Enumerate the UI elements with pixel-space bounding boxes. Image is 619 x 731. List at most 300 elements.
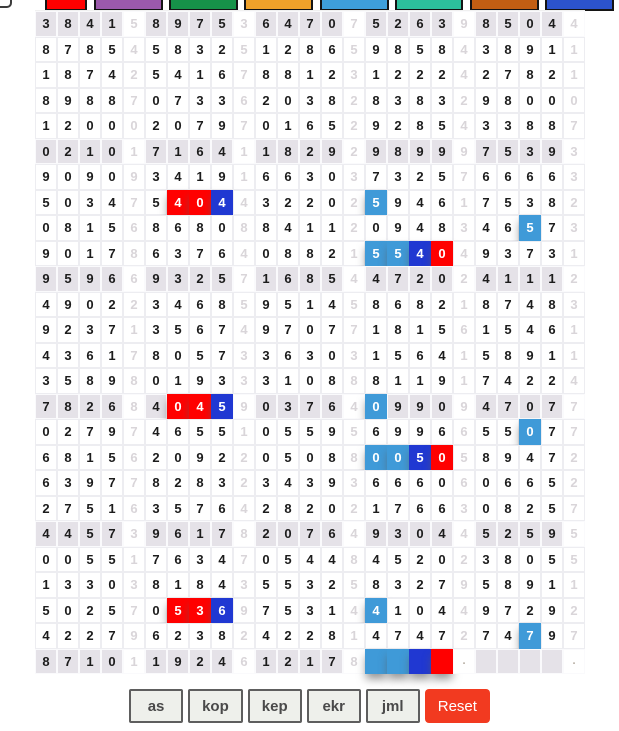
digit-cell[interactable]: 5	[387, 241, 409, 267]
digit-cell[interactable]: 0	[255, 241, 277, 267]
digit-cell[interactable]: 9	[519, 572, 541, 598]
digit-cell[interactable]: 5	[189, 343, 211, 369]
digit-cell[interactable]: 3	[167, 266, 189, 292]
digit-cell[interactable]: 5	[211, 419, 233, 445]
digit-cell[interactable]: 4	[35, 521, 57, 547]
digit-cell[interactable]: 4	[145, 419, 167, 445]
digit-cell[interactable]: 9	[79, 470, 101, 496]
digit-cell[interactable]: 4	[277, 215, 299, 241]
digit-cell[interactable]: 4	[431, 598, 453, 624]
digit-cell[interactable]: 7	[211, 343, 233, 369]
digit-cell[interactable]: 5	[145, 37, 167, 63]
digit-cell[interactable]: 7	[475, 623, 497, 649]
digit-cell[interactable]: 1	[189, 521, 211, 547]
digit-cell[interactable]: 1	[189, 164, 211, 190]
digit-cell[interactable]: 6	[211, 598, 233, 624]
digit-cell[interactable]: 9	[79, 164, 101, 190]
digit-cell[interactable]: 7	[57, 649, 79, 675]
digit-cell[interactable]: 7	[189, 496, 211, 522]
digit-cell[interactable]: 8	[57, 445, 79, 471]
digit-cell[interactable]: 5	[365, 190, 387, 216]
digit-cell[interactable]: 5	[277, 445, 299, 471]
digit-cell[interactable]: 9	[431, 368, 453, 394]
digit-cell[interactable]: 7	[475, 368, 497, 394]
digit-cell[interactable]: 8	[321, 88, 343, 114]
digit-cell[interactable]: 5	[57, 266, 79, 292]
digit-cell[interactable]: 9	[365, 113, 387, 139]
digit-cell[interactable]: 4	[167, 164, 189, 190]
digit-cell[interactable]: 8	[299, 266, 321, 292]
digit-cell[interactable]: 3	[79, 190, 101, 216]
digit-cell[interactable]: 9	[35, 317, 57, 343]
digit-cell[interactable]: 3	[475, 37, 497, 63]
digit-cell[interactable]: 9	[167, 649, 189, 675]
digit-cell[interactable]: 5	[79, 521, 101, 547]
digit-cell[interactable]: 3	[299, 470, 321, 496]
digit-cell[interactable]: 2	[277, 623, 299, 649]
digit-cell[interactable]: 3	[211, 470, 233, 496]
digit-cell[interactable]: 7	[79, 62, 101, 88]
digit-cell[interactable]: 6	[277, 266, 299, 292]
digit-cell[interactable]: 7	[497, 598, 519, 624]
digit-cell[interactable]: 8	[519, 62, 541, 88]
digit-cell[interactable]: 6	[101, 394, 123, 420]
digit-cell[interactable]: 4	[497, 368, 519, 394]
digit-cell[interactable]: 8	[145, 572, 167, 598]
digit-cell[interactable]: 6	[519, 470, 541, 496]
digit-cell[interactable]: 4	[365, 623, 387, 649]
digit-cell[interactable]: 0	[35, 547, 57, 573]
digit-cell[interactable]: 9	[365, 37, 387, 63]
digit-cell[interactable]: 6	[189, 317, 211, 343]
digit-cell[interactable]: 6	[431, 419, 453, 445]
digit-cell[interactable]: 5	[101, 598, 123, 624]
kop-button[interactable]: kop	[188, 689, 243, 723]
digit-cell[interactable]: 5	[365, 11, 387, 37]
digit-cell[interactable]: 4	[167, 62, 189, 88]
digit-cell[interactable]: 6	[277, 343, 299, 369]
digit-cell[interactable]: 8	[541, 292, 563, 318]
digit-cell[interactable]: 0	[321, 343, 343, 369]
digit-cell[interactable]: 5	[519, 215, 541, 241]
digit-cell[interactable]: 8	[541, 113, 563, 139]
digit-cell[interactable]: 3	[387, 521, 409, 547]
digit-cell[interactable]: 2	[79, 394, 101, 420]
digit-cell[interactable]: 1	[167, 139, 189, 165]
digit-cell[interactable]: 6	[145, 623, 167, 649]
jml-button[interactable]: jml	[366, 689, 420, 723]
digit-cell[interactable]: 3	[387, 572, 409, 598]
digit-cell[interactable]: 5	[57, 368, 79, 394]
digit-cell[interactable]: 3	[79, 317, 101, 343]
digit-cell[interactable]: 1	[189, 62, 211, 88]
digit-cell[interactable]: 1	[101, 496, 123, 522]
digit-cell[interactable]: 7	[365, 164, 387, 190]
digit-cell[interactable]: 8	[57, 11, 79, 37]
digit-cell[interactable]: 0	[255, 113, 277, 139]
digit-cell[interactable]: 7	[145, 139, 167, 165]
digit-cell[interactable]: 1	[145, 649, 167, 675]
digit-cell[interactable]: 2	[321, 62, 343, 88]
digit-cell[interactable]: 8	[299, 241, 321, 267]
digit-cell[interactable]: 8	[475, 445, 497, 471]
digit-cell[interactable]: 3	[475, 547, 497, 573]
digit-cell[interactable]: 0	[167, 394, 189, 420]
digit-cell[interactable]: 8	[35, 37, 57, 63]
digit-cell[interactable]: 7	[497, 62, 519, 88]
digit-cell[interactable]: 1	[409, 317, 431, 343]
digit-cell[interactable]: 4	[475, 266, 497, 292]
digit-cell[interactable]: 5	[497, 317, 519, 343]
digit-cell[interactable]: 0	[409, 598, 431, 624]
digit-cell[interactable]: 2	[79, 598, 101, 624]
digit-cell[interactable]: 1	[255, 266, 277, 292]
digit-cell[interactable]: 5	[409, 37, 431, 63]
digit-cell[interactable]: 3	[211, 368, 233, 394]
digit-cell[interactable]: 9	[475, 241, 497, 267]
digit-cell[interactable]: 4	[409, 241, 431, 267]
digit-cell[interactable]	[519, 649, 541, 675]
as-button[interactable]: as	[129, 689, 183, 723]
digit-cell[interactable]: 6	[35, 470, 57, 496]
digit-cell[interactable]: 6	[365, 470, 387, 496]
digit-cell[interactable]: 8	[519, 113, 541, 139]
digit-cell[interactable]: 1	[365, 496, 387, 522]
digit-cell[interactable]: 0	[321, 164, 343, 190]
digit-cell[interactable]: 2	[321, 572, 343, 598]
digit-cell[interactable]: 5	[277, 572, 299, 598]
digit-cell[interactable]: 3	[189, 547, 211, 573]
digit-cell[interactable]: 6	[255, 164, 277, 190]
digit-cell[interactable]: 3	[277, 394, 299, 420]
digit-cell[interactable]: 1	[299, 62, 321, 88]
digit-cell[interactable]: 8	[409, 88, 431, 114]
digit-cell[interactable]: 7	[57, 496, 79, 522]
digit-cell[interactable]: 0	[321, 496, 343, 522]
digit-cell[interactable]: 0	[365, 445, 387, 471]
digit-cell[interactable]: 6	[167, 215, 189, 241]
digit-cell[interactable]: 7	[101, 317, 123, 343]
digit-cell[interactable]: 4	[321, 292, 343, 318]
digit-cell[interactable]: 8	[497, 88, 519, 114]
digit-cell[interactable]: 5	[475, 521, 497, 547]
digit-cell[interactable]: 2	[387, 11, 409, 37]
digit-cell[interactable]: 9	[189, 445, 211, 471]
digit-cell[interactable]: 4	[145, 394, 167, 420]
digit-cell[interactable]: 8	[497, 547, 519, 573]
digit-cell[interactable]: 5	[431, 317, 453, 343]
digit-cell[interactable]: 7	[387, 266, 409, 292]
digit-cell[interactable]: 8	[387, 37, 409, 63]
digit-cell[interactable]	[365, 649, 387, 675]
digit-cell[interactable]: 5	[145, 190, 167, 216]
digit-cell[interactable]: 7	[299, 11, 321, 37]
digit-cell[interactable]: 8	[321, 368, 343, 394]
digit-cell[interactable]: 8	[409, 113, 431, 139]
digit-cell[interactable]: 4	[519, 292, 541, 318]
digit-cell[interactable]: 8	[365, 368, 387, 394]
digit-cell[interactable]: 3	[497, 241, 519, 267]
digit-cell[interactable]: 0	[519, 11, 541, 37]
digit-cell[interactable]: 0	[387, 445, 409, 471]
digit-cell[interactable]: 3	[189, 598, 211, 624]
digit-cell[interactable]: 6	[541, 164, 563, 190]
digit-cell[interactable]: 4	[211, 139, 233, 165]
digit-cell[interactable]: 1	[365, 62, 387, 88]
digit-cell[interactable]: 2	[57, 113, 79, 139]
digit-cell[interactable]: 2	[409, 62, 431, 88]
digit-cell[interactable]: 9	[321, 139, 343, 165]
digit-cell[interactable]: 0	[431, 445, 453, 471]
digit-cell[interactable]: 9	[409, 139, 431, 165]
digit-cell[interactable]: 2	[255, 521, 277, 547]
digit-cell[interactable]: 3	[299, 88, 321, 114]
digit-cell[interactable]: 1	[299, 292, 321, 318]
digit-cell[interactable]: 0	[321, 11, 343, 37]
digit-cell[interactable]: 3	[35, 11, 57, 37]
digit-cell[interactable]: 1	[35, 62, 57, 88]
digit-cell[interactable]: 2	[299, 496, 321, 522]
digit-cell[interactable]: 9	[387, 215, 409, 241]
digit-cell[interactable]: 9	[387, 394, 409, 420]
digit-cell[interactable]: 2	[431, 62, 453, 88]
digit-cell[interactable]: 9	[57, 292, 79, 318]
digit-cell[interactable]: 7	[189, 241, 211, 267]
digit-cell[interactable]: 0	[475, 470, 497, 496]
digit-cell[interactable]: 9	[35, 266, 57, 292]
digit-cell[interactable]: 8	[299, 37, 321, 63]
digit-cell[interactable]: 0	[79, 113, 101, 139]
digit-cell[interactable]: 5	[541, 496, 563, 522]
digit-cell[interactable]: 5	[321, 266, 343, 292]
digit-cell[interactable]: 1	[541, 572, 563, 598]
digit-cell[interactable]: 2	[145, 113, 167, 139]
digit-cell[interactable]: 5	[431, 164, 453, 190]
digit-cell[interactable]: 9	[409, 394, 431, 420]
digit-cell[interactable]: 3	[57, 343, 79, 369]
digit-cell[interactable]: 2	[167, 623, 189, 649]
digit-cell[interactable]: 5	[277, 419, 299, 445]
digit-cell[interactable]: 0	[145, 598, 167, 624]
digit-cell[interactable]: 5	[475, 343, 497, 369]
digit-cell[interactable]: 8	[189, 470, 211, 496]
digit-cell[interactable]: 5	[101, 37, 123, 63]
digit-cell[interactable]: 9	[101, 419, 123, 445]
digit-cell[interactable]: 6	[541, 317, 563, 343]
digit-cell[interactable]: 7	[211, 521, 233, 547]
digit-cell[interactable]: 5	[541, 547, 563, 573]
digit-cell[interactable]: 9	[497, 445, 519, 471]
digit-cell[interactable]: 5	[321, 113, 343, 139]
digit-cell[interactable]: 0	[431, 470, 453, 496]
digit-cell[interactable]: 6	[167, 547, 189, 573]
digit-cell[interactable]: 8	[277, 62, 299, 88]
digit-cell[interactable]: 8	[35, 649, 57, 675]
digit-cell[interactable]: 9	[431, 139, 453, 165]
digit-cell[interactable]: 0	[321, 190, 343, 216]
digit-cell[interactable]: 6	[145, 241, 167, 267]
digit-cell[interactable]: 2	[497, 521, 519, 547]
digit-cell[interactable]: 5	[167, 496, 189, 522]
digit-cell[interactable]: 8	[35, 88, 57, 114]
digit-cell[interactable]: 5	[497, 139, 519, 165]
digit-cell[interactable]: 3	[79, 572, 101, 598]
digit-cell[interactable]: 7	[519, 623, 541, 649]
digit-cell[interactable]: 8	[211, 623, 233, 649]
digit-cell[interactable]: 5	[167, 317, 189, 343]
digit-cell[interactable]: 6	[387, 470, 409, 496]
digit-cell[interactable]: 3	[497, 113, 519, 139]
digit-cell[interactable]: 0	[255, 394, 277, 420]
digit-cell[interactable]: 8	[387, 139, 409, 165]
digit-cell[interactable]: 5	[101, 215, 123, 241]
digit-cell[interactable]: 5	[497, 11, 519, 37]
digit-cell[interactable]: 2	[475, 62, 497, 88]
digit-cell[interactable]: 7	[475, 190, 497, 216]
digit-cell[interactable]: 4	[409, 190, 431, 216]
digit-cell[interactable]: 1	[167, 368, 189, 394]
digit-cell[interactable]: 7	[541, 215, 563, 241]
digit-cell[interactable]: 4	[321, 547, 343, 573]
digit-cell[interactable]: 4	[35, 343, 57, 369]
digit-cell[interactable]: 6	[79, 343, 101, 369]
digit-cell[interactable]: 1	[387, 368, 409, 394]
digit-cell[interactable]: 0	[35, 139, 57, 165]
digit-cell[interactable]: 5	[167, 598, 189, 624]
digit-cell[interactable]: 8	[101, 88, 123, 114]
digit-cell[interactable]: 0	[519, 394, 541, 420]
digit-cell[interactable]: 8	[145, 470, 167, 496]
digit-cell[interactable]: 7	[189, 113, 211, 139]
digit-cell[interactable]: 3	[255, 470, 277, 496]
digit-cell[interactable]: 7	[321, 317, 343, 343]
digit-cell[interactable]: 0	[57, 241, 79, 267]
digit-cell[interactable]: 0	[35, 215, 57, 241]
digit-cell[interactable]: 7	[101, 623, 123, 649]
digit-cell[interactable]: 6	[409, 343, 431, 369]
digit-cell[interactable]: 1	[35, 113, 57, 139]
digit-cell[interactable]: 2	[387, 62, 409, 88]
digit-cell[interactable]: 4	[519, 317, 541, 343]
digit-cell[interactable]: 4	[409, 215, 431, 241]
digit-cell[interactable]: 2	[299, 190, 321, 216]
digit-cell[interactable]: 7	[145, 547, 167, 573]
digit-cell[interactable]: 0	[101, 113, 123, 139]
digit-cell[interactable]: 4	[277, 11, 299, 37]
digit-cell[interactable]: 7	[211, 317, 233, 343]
digit-cell[interactable]: 2	[519, 598, 541, 624]
digit-cell[interactable]: 3	[57, 470, 79, 496]
digit-cell[interactable]: 8	[497, 496, 519, 522]
digit-cell[interactable]: 3	[57, 572, 79, 598]
digit-cell[interactable]: 5	[101, 445, 123, 471]
digit-cell[interactable]: 1	[299, 649, 321, 675]
digit-cell[interactable]: 6	[365, 419, 387, 445]
digit-cell[interactable]: 0	[299, 317, 321, 343]
digit-cell[interactable]: 7	[519, 241, 541, 267]
digit-cell[interactable]: 8	[79, 88, 101, 114]
digit-cell[interactable]: 0	[475, 496, 497, 522]
digit-cell[interactable]: 4	[101, 190, 123, 216]
digit-cell[interactable]: 3	[145, 496, 167, 522]
digit-cell[interactable]: 2	[189, 266, 211, 292]
digit-cell[interactable]: 7	[541, 445, 563, 471]
digit-cell[interactable]: 8	[497, 572, 519, 598]
digit-cell[interactable]: 8	[277, 139, 299, 165]
digit-cell[interactable]: 3	[519, 139, 541, 165]
digit-cell[interactable]: 0	[431, 241, 453, 267]
digit-cell[interactable]: 7	[299, 394, 321, 420]
digit-cell[interactable]: 2	[541, 368, 563, 394]
digit-cell[interactable]: 1	[365, 343, 387, 369]
digit-cell[interactable]: 0	[145, 368, 167, 394]
digit-cell[interactable]: 4	[101, 62, 123, 88]
digit-cell[interactable]: 2	[409, 547, 431, 573]
digit-cell[interactable]: 1	[255, 649, 277, 675]
digit-cell[interactable]: 9	[35, 164, 57, 190]
digit-cell[interactable]: 0	[101, 572, 123, 598]
digit-cell[interactable]: 1	[277, 113, 299, 139]
digit-cell[interactable]: 8	[57, 215, 79, 241]
digit-cell[interactable]: 8	[321, 623, 343, 649]
digit-cell[interactable]: 2	[255, 496, 277, 522]
digit-cell[interactable]: 8	[497, 37, 519, 63]
digit-cell[interactable]: 1	[79, 445, 101, 471]
digit-cell[interactable]: 1	[321, 215, 343, 241]
digit-cell[interactable]: 8	[365, 572, 387, 598]
reset-button[interactable]: Reset	[425, 689, 490, 723]
digit-cell[interactable]: 9	[409, 419, 431, 445]
digit-cell[interactable]: 0	[431, 547, 453, 573]
digit-cell[interactable]: 7	[277, 317, 299, 343]
digit-cell[interactable]: 2	[299, 623, 321, 649]
digit-cell[interactable]: 6	[211, 62, 233, 88]
digit-cell[interactable]: 5	[497, 419, 519, 445]
digit-cell[interactable]: 0	[167, 343, 189, 369]
digit-cell[interactable]: 3	[35, 368, 57, 394]
digit-cell[interactable]: 8	[57, 62, 79, 88]
digit-cell[interactable]: 3	[475, 113, 497, 139]
digit-cell[interactable]: 6	[321, 37, 343, 63]
digit-cell[interactable]: 9	[79, 266, 101, 292]
digit-cell[interactable]	[409, 649, 431, 675]
digit-cell[interactable]: 7	[167, 88, 189, 114]
digit-cell[interactable]: 8	[277, 241, 299, 267]
digit-cell[interactable]: 8	[189, 572, 211, 598]
digit-cell[interactable]: 8	[475, 11, 497, 37]
digit-cell[interactable]: 7	[255, 598, 277, 624]
digit-cell[interactable]: 1	[541, 37, 563, 63]
digit-cell[interactable]: 3	[541, 241, 563, 267]
digit-cell[interactable]: 1	[35, 572, 57, 598]
digit-cell[interactable]: 4	[497, 623, 519, 649]
digit-cell[interactable]: 2	[541, 62, 563, 88]
digit-cell[interactable]: 7	[475, 139, 497, 165]
digit-cell[interactable]: 1	[519, 266, 541, 292]
digit-cell[interactable]: 0	[101, 164, 123, 190]
digit-cell[interactable]: 8	[365, 292, 387, 318]
digit-cell[interactable]: 0	[145, 88, 167, 114]
digit-cell[interactable]: 4	[277, 470, 299, 496]
digit-cell[interactable]: 5	[79, 547, 101, 573]
digit-cell[interactable]: 0	[101, 649, 123, 675]
digit-cell[interactable]: 4	[189, 394, 211, 420]
digit-cell[interactable]: 4	[211, 649, 233, 675]
digit-cell[interactable]: 3	[299, 164, 321, 190]
digit-cell[interactable]: 3	[189, 623, 211, 649]
digit-cell[interactable]: 6	[189, 292, 211, 318]
digit-cell[interactable]: 0	[277, 521, 299, 547]
